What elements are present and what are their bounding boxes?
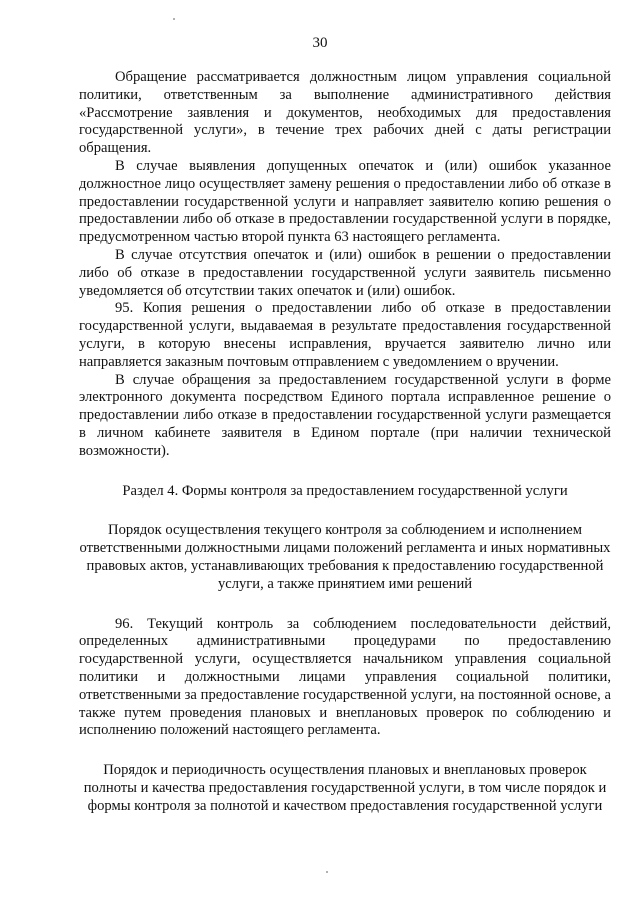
page-number: 30 [312, 35, 328, 51]
subheading-current-control: Порядок осуществления текущего контроля за соблюдением и исполнением ответственными должностными лицами положений регламента и иных нормативных правовых актов, устанавливающих требования к предоставлению государственной услуги, а также принятием ими решений [79, 522, 611, 592]
section-title: Раздел 4. Формы контроля за предоставлением государственной услуги [122, 482, 568, 499]
document-body [79, 69, 611, 815]
paragraph-95: 95. Копия решения о предоставлении либо об отказе в предоставлении государственной услуги, выдаваемая в результате предоставления государственной услуги, в которую внесены исправления, вручается заявителю лично или направляется заказным почтовым отправлением с уведомлением о вручении. [79, 300, 611, 370]
paragraph: В случае отсутствия опечаток и (или) ошибок в решении о предоставлении либо об отказе в предоставлении государственной услуги заявитель письменно уведомляется об отсутствии таких опечаток и (или) ошибок. [79, 246, 611, 299]
paragraph: В случае выявления допущенных опечаток и (или) ошибок указанное должностное лицо осуществляет замену решения о предоставлении либо об отказе в предоставлении государственной услуги и направляет заявителю копию решения о предоставлении либо об отказе в предоставлении государственной услуги в порядке, предусмотренном частью второй пункта 63 настоящего регламента. [79, 157, 611, 246]
paragraph: В случае обращения за предоставлением государственной услуги в форме электронного документа посредством Единого портала исправленное решение о предоставлении либо отказе в предоставлении государственной услуги размещается в личном кабинете заявителя в Едином портале (при наличии технической возможности). [79, 371, 611, 459]
scan-speck [326, 871, 328, 873]
paragraph-96: 96. Текущий контроль за соблюдением последовательности действий, определенных административными процедурами по предоставлению государственной услуги, осуществляется начальником управления социальной политики и должностными лицами управления социальной политики, ответственными за предоставление государственной услуги, на постоянной основе, а также путем проведения плановых и внеплановых проверок по соблюдению и исполнению положений настоящего регламента. [79, 615, 611, 739]
subheading-inspections: Порядок и периодичность осуществления плановых и внеплановых проверок полноты и качества предоставления государственной услуги, в том числе порядок и формы контроля за полнотой и качеством предоставления государственной услуги [83, 762, 607, 814]
paragraph: Обращение рассматривается должностным лицом управления социальной политики, ответственным за выполнение административного действия «Рассмотрение заявления и документов, необходимых для предоставления государственной услуги», в течение трех рабочих дней с даты регистрации обращения. [79, 69, 611, 157]
scan-speck [173, 18, 175, 20]
